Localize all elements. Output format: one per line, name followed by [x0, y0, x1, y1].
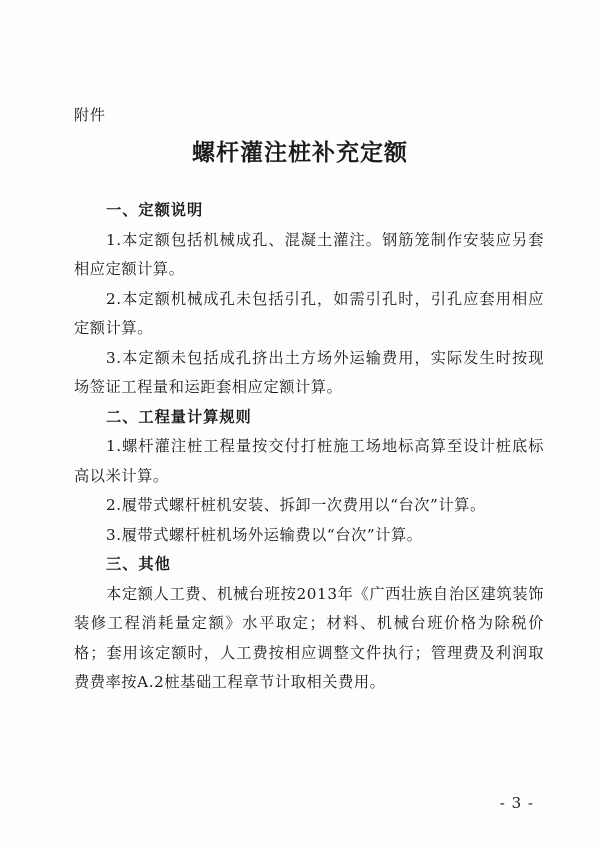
paragraph: 2.本定额机械成孔未包括引孔，如需引孔时，引孔应套用相应定额计算。 [74, 289, 544, 337]
document-title: 螺杆灌注桩补充定额 [192, 139, 408, 166]
paragraph: 2.履带式螺杆桩机安装、拆卸一次费用以“台次”计算。 [106, 496, 486, 514]
paragraph: 3.履带式螺杆桩机场外运输费以“台次”计算。 [106, 525, 423, 544]
section-heading: 二、工程量计算规则 [106, 407, 252, 426]
paragraph: 1.本定额包括机械成孔、混凝土灌注。钢筋笼制作安装应另套相应定额计算。 [74, 230, 544, 278]
paragraph: 1.螺杆灌注桩工程量按交付打桩施工场地标高算至设计桩底标高以米计算。 [74, 437, 544, 485]
document-body [74, 196, 544, 698]
page-number: - 3 - [499, 794, 534, 812]
attachment-label: 附件 [74, 106, 107, 124]
section-other [74, 550, 544, 698]
paragraph: 3.本定额未包括成孔挤出土方场外运输费用，实际发生时按现场签证工程量和运距套相应定额计算。 [74, 348, 544, 396]
section-heading: 一、定额说明 [106, 201, 204, 219]
paragraph: 本定额人工费、机械台班按2013年《广西壮族自治区建筑装饰装修工程消耗量定额》水平取定；材料、机械台班价格为除税价格；套用该定额时，人工费按相应调整文件执行；管理费及利润取费费率按A.2桩基础工程章节计取相关费用。 [74, 584, 544, 691]
section-quantity-rules [74, 403, 544, 551]
section-heading: 三、其他 [106, 555, 171, 573]
section-quota-description [74, 196, 544, 403]
